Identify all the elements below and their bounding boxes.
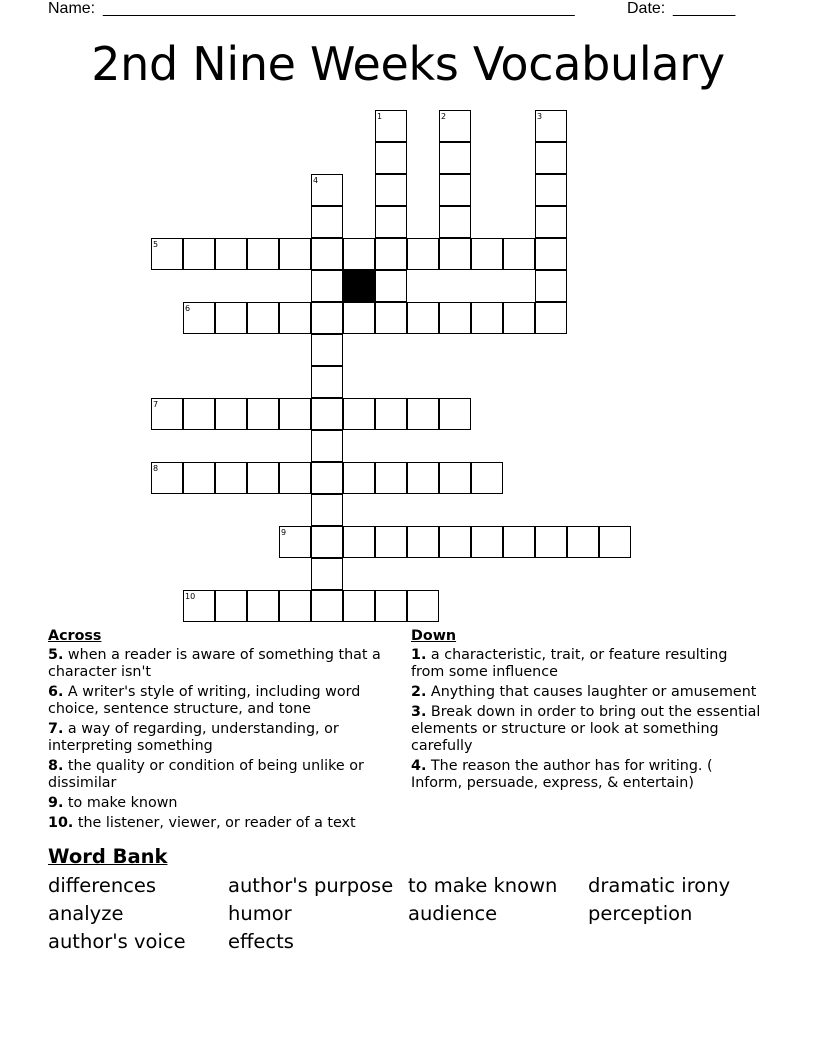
- grid-cell[interactable]: [535, 526, 567, 558]
- grid-cell[interactable]: [247, 398, 279, 430]
- word-bank-word: dramatic irony: [588, 874, 731, 897]
- grid-cell[interactable]: [503, 526, 535, 558]
- grid-cell[interactable]: [535, 270, 567, 302]
- grid-cell[interactable]: [471, 526, 503, 558]
- word-bank-word: analyze: [48, 902, 124, 925]
- grid-cell[interactable]: [471, 462, 503, 494]
- grid-cell[interactable]: [439, 238, 471, 270]
- clue-number: 5.: [48, 647, 64, 663]
- clue-number-label: 4: [313, 176, 319, 185]
- grid-cell[interactable]: [279, 238, 311, 270]
- grid-cell[interactable]: [247, 590, 279, 622]
- clue-text: to make known: [63, 795, 178, 811]
- grid-cell[interactable]: [311, 526, 343, 558]
- date-field[interactable]: _______: [673, 0, 736, 17]
- clue-number: 9.: [48, 795, 64, 811]
- grid-cell[interactable]: [375, 398, 407, 430]
- grid-cell[interactable]: [311, 270, 343, 302]
- grid-cell[interactable]: [471, 238, 503, 270]
- clue-number: 7.: [48, 721, 64, 737]
- clue-number-label: 3: [537, 112, 543, 121]
- down-clue: [411, 647, 761, 681]
- grid-cell[interactable]: [311, 334, 343, 366]
- grid-cell[interactable]: [311, 558, 343, 590]
- grid-cell[interactable]: [343, 462, 375, 494]
- clue-number: 8.: [48, 758, 64, 774]
- word-bank-word: author's purpose: [228, 874, 394, 897]
- grid-cell[interactable]: [535, 206, 567, 238]
- grid-cell[interactable]: [375, 206, 407, 238]
- clue-number-label: 6: [185, 304, 191, 313]
- grid-cell[interactable]: [535, 174, 567, 206]
- grid-cell[interactable]: [311, 462, 343, 494]
- grid-cell[interactable]: [183, 398, 215, 430]
- grid-cell[interactable]: [535, 142, 567, 174]
- across-heading: Across: [48, 628, 102, 644]
- word-bank-heading: Word Bank: [48, 845, 168, 868]
- name-field[interactable]: _____________________________________________________: [103, 0, 575, 17]
- grid-cell[interactable]: [311, 494, 343, 526]
- grid-cell[interactable]: [311, 590, 343, 622]
- clue-text: when a reader is aware of something that a character isn't: [48, 647, 381, 680]
- clue-number-label: 1: [377, 112, 383, 121]
- clue-number-label: 9: [281, 528, 287, 537]
- grid-cell[interactable]: [343, 302, 375, 334]
- grid-cell[interactable]: [567, 526, 599, 558]
- grid-cell[interactable]: [215, 398, 247, 430]
- grid-cell[interactable]: [375, 174, 407, 206]
- clue-number: 10.: [48, 815, 74, 831]
- clue-text: a way of regarding, understanding, or interpreting something: [48, 721, 339, 754]
- clue-text: Break down in order to bring out the essential elements or structure or look at something carefully: [411, 704, 761, 754]
- grid-cell[interactable]: [183, 462, 215, 494]
- grid-cell[interactable]: [375, 270, 407, 302]
- name-label: Name:: [48, 0, 96, 17]
- grid-cell[interactable]: [343, 526, 375, 558]
- black-cell: [343, 270, 375, 302]
- across-clue: [48, 684, 393, 718]
- word-bank-word: to make known: [408, 874, 558, 897]
- grid-cell[interactable]: [311, 238, 343, 270]
- grid-cell[interactable]: [407, 590, 439, 622]
- across-clue: [48, 758, 393, 792]
- grid-cell[interactable]: [535, 302, 567, 334]
- grid-cell[interactable]: [375, 302, 407, 334]
- grid-cell[interactable]: [247, 302, 279, 334]
- grid-cell[interactable]: [215, 590, 247, 622]
- across-clues: [48, 628, 393, 835]
- grid-cell[interactable]: [375, 462, 407, 494]
- grid-cell[interactable]: [343, 238, 375, 270]
- clue-text: a characteristic, trait, or feature resulting from some influence: [411, 647, 728, 680]
- grid-cell[interactable]: [407, 398, 439, 430]
- grid-cell[interactable]: [311, 302, 343, 334]
- across-clue: [48, 815, 393, 832]
- grid-cell[interactable]: [247, 238, 279, 270]
- clue-text: A writer's style of writing, including word choice, sentence structure, and tone: [48, 684, 361, 717]
- grid-cell[interactable]: [375, 590, 407, 622]
- grid-cell[interactable]: [439, 174, 471, 206]
- clue-number-label: 7: [153, 400, 159, 409]
- grid-cell[interactable]: [215, 462, 247, 494]
- grid-cell[interactable]: [439, 206, 471, 238]
- clue-number-label: 8: [153, 464, 159, 473]
- grid-cell[interactable]: [311, 430, 343, 462]
- grid-cell[interactable]: [183, 238, 215, 270]
- across-clue: [48, 795, 393, 812]
- word-bank-word: effects: [228, 930, 294, 953]
- grid-cell[interactable]: [311, 398, 343, 430]
- grid-cell[interactable]: [439, 526, 471, 558]
- grid-cell[interactable]: [471, 302, 503, 334]
- grid-cell[interactable]: [375, 526, 407, 558]
- grid-cell[interactable]: [343, 398, 375, 430]
- grid-cell[interactable]: [439, 398, 471, 430]
- grid-cell[interactable]: [375, 142, 407, 174]
- grid-cell[interactable]: [375, 238, 407, 270]
- down-clue-list: [411, 647, 761, 792]
- across-clue: [48, 721, 393, 755]
- down-clue: [411, 704, 761, 755]
- word-bank-word: differences: [48, 874, 157, 897]
- clue-number: 4.: [411, 758, 427, 774]
- clue-text: Anything that causes laughter or amusement: [426, 684, 757, 700]
- grid-cell[interactable]: [407, 302, 439, 334]
- date-label: Date:: [627, 0, 666, 17]
- grid-cell[interactable]: [599, 526, 631, 558]
- grid-cell[interactable]: [311, 206, 343, 238]
- grid-cell[interactable]: [503, 238, 535, 270]
- word-bank-word: humor: [228, 902, 292, 925]
- clue-text: The reason the author has for writing. ( Inform, persuade, express, & entertain): [411, 758, 713, 791]
- grid-cell[interactable]: [247, 462, 279, 494]
- grid-cell[interactable]: [279, 462, 311, 494]
- clue-number: 6.: [48, 684, 64, 700]
- clue-number-label: 5: [153, 240, 159, 249]
- grid-cell[interactable]: [439, 462, 471, 494]
- word-bank-word: perception: [588, 902, 693, 925]
- grid-cell[interactable]: [407, 526, 439, 558]
- across-clue: [48, 647, 393, 681]
- grid-cell[interactable]: [311, 366, 343, 398]
- grid-cell[interactable]: [439, 142, 471, 174]
- clue-number-label: 2: [441, 112, 447, 121]
- clue-number: 3.: [411, 704, 427, 720]
- grid-cell[interactable]: [279, 398, 311, 430]
- clue-number: 2.: [411, 684, 427, 700]
- down-clue: [411, 684, 761, 701]
- grid-cell[interactable]: [215, 302, 247, 334]
- grid-cell[interactable]: [503, 302, 535, 334]
- clue-number: 1.: [411, 647, 427, 663]
- grid-cell[interactable]: [279, 590, 311, 622]
- grid-cell[interactable]: [407, 238, 439, 270]
- grid-cell[interactable]: [215, 238, 247, 270]
- down-heading: Down: [411, 628, 457, 644]
- word-bank-word: author's voice: [48, 930, 186, 953]
- clue-number-label: 10: [185, 592, 196, 601]
- page-title: 2nd Nine Weeks Vocabulary: [91, 37, 725, 91]
- grid-cell[interactable]: [535, 238, 567, 270]
- grid-cell[interactable]: [439, 302, 471, 334]
- clue-text: the quality or condition of being unlike or dissimilar: [48, 758, 364, 791]
- grid-cell[interactable]: [343, 590, 375, 622]
- clue-text: the listener, viewer, or reader of a text: [73, 815, 356, 831]
- word-bank-word: audience: [408, 902, 498, 925]
- down-clues: [411, 628, 761, 795]
- grid-cell[interactable]: [407, 462, 439, 494]
- down-clue: [411, 758, 761, 792]
- grid-cell[interactable]: [279, 302, 311, 334]
- across-clue-list: [48, 647, 393, 832]
